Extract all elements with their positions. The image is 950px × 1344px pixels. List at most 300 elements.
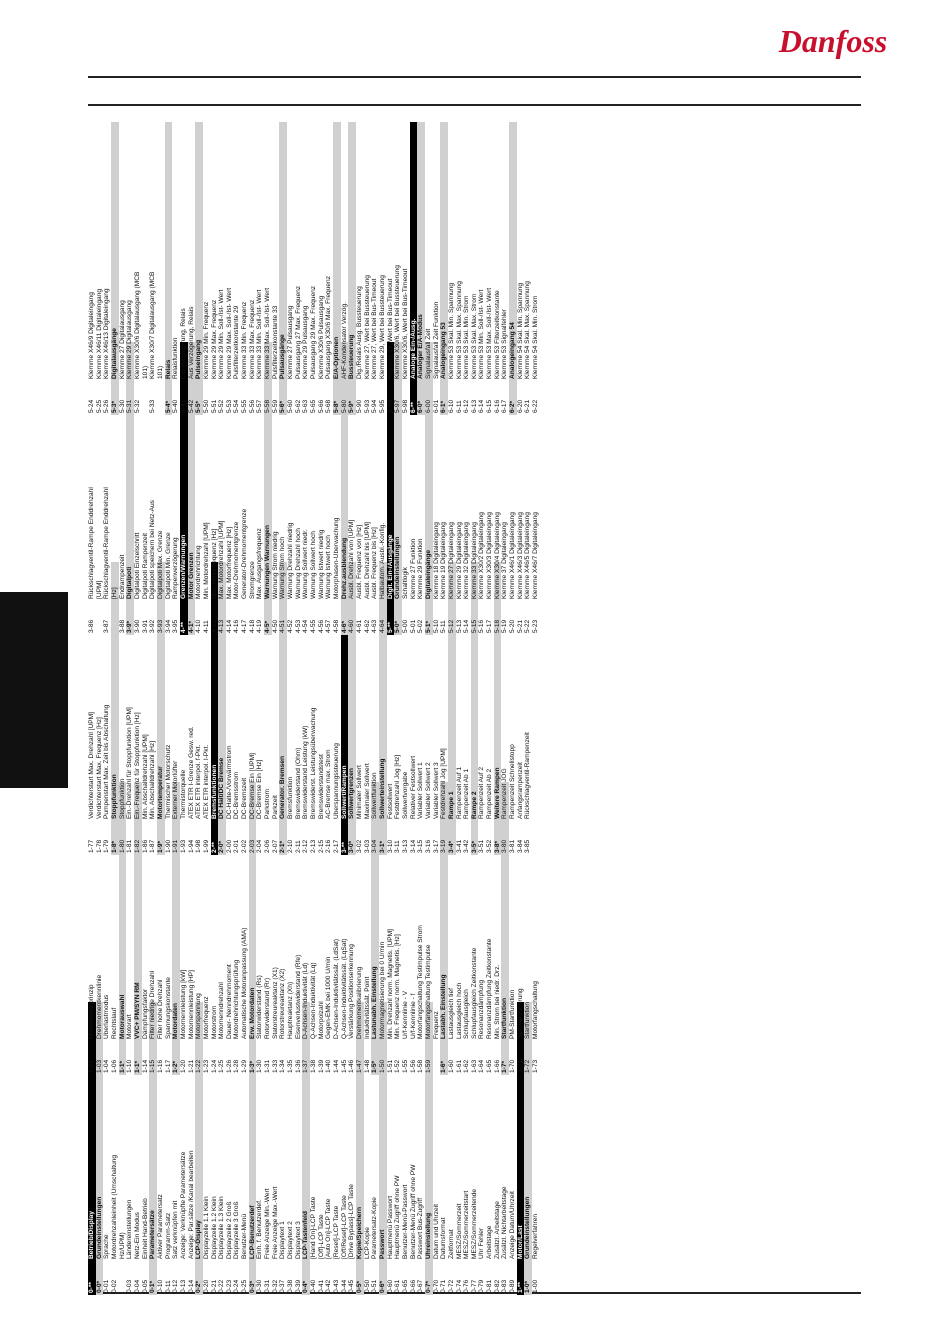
parameter-name: Rückschlagventil-Rampe Enddrehzahl — [103, 487, 111, 599]
parameter-number: 2-17 — [333, 839, 340, 853]
parameter-row — [119, 122, 127, 415]
parameter-number: 1-31 — [264, 1059, 272, 1073]
parameter-name: Dämpfungsfaktor — [141, 988, 149, 1039]
parameter-number: 4-51 — [279, 619, 287, 633]
parameter-number: 0-11 — [164, 1280, 172, 1293]
parameter-row — [264, 122, 272, 415]
parameter-row — [356, 122, 364, 415]
parameter-number: 3-16 — [424, 839, 432, 853]
parameter-number: 1-58 — [417, 1059, 425, 1073]
parameter-number: 3-02 — [355, 839, 363, 853]
parameter-name: Relaisfunktion — [172, 337, 180, 379]
parameter-name: Aus Verzögerung, Relais — [187, 306, 195, 379]
parameter-name: Klemme 29 Max. Frequenz — [210, 299, 218, 379]
parameter-name: Startverzögerung — [516, 988, 524, 1039]
parameter-number: 1-73 — [532, 1059, 540, 1073]
parameter-name: [UPM] — [95, 580, 103, 599]
parameter-number: 1-30 — [256, 1059, 264, 1073]
parameter-number: 4-5* — [264, 620, 272, 633]
parameter-number: 4-56 — [317, 619, 325, 633]
parameter-name: D-Achsen-Induktivität (Ld) — [302, 962, 310, 1039]
parameter-name: Digitalausgänge — [110, 328, 118, 379]
parameter-number: 5-16 — [478, 619, 486, 633]
parameter-number: 2-10 — [287, 839, 295, 853]
parameter-number: 0-61 — [394, 1279, 402, 1293]
parameter-name: Regelverfahren — [532, 1213, 540, 1259]
parameter-number: 0-31 — [264, 1279, 272, 1293]
parameter-number: 1-44 — [333, 1059, 340, 1073]
parameter-number: 6-11 — [455, 400, 463, 413]
parameter-number: 4-1* — [187, 620, 195, 633]
parameter-name: Klemme X30/7 Digitalausgang (MCB — [149, 271, 157, 379]
parameter-name: Digitalpoti Min. Grenze — [164, 532, 172, 599]
parameter-name: Freie Anzeige Max.-Wert — [271, 1186, 279, 1259]
parameter-number: 1-36 — [294, 1059, 302, 1073]
parameter-row — [364, 122, 372, 415]
parameter-row — [203, 122, 211, 415]
parameter-number: 6-01 — [432, 399, 440, 413]
parameter-number: 0-25 — [241, 1279, 249, 1293]
parameter-name: Betrieb/Display — [88, 1210, 95, 1259]
parameter-name: Bremswiderstand Leistung (kW) — [302, 725, 310, 819]
parameter-number: 1-47 — [355, 1059, 363, 1073]
parameter-number: 3-03 — [363, 839, 371, 853]
parameter-name: Hz/UPM) — [118, 1232, 126, 1259]
parameter-name: Motordrehrichtung — [195, 545, 203, 599]
parameter-name: Klemme 27 Pulsausgang — [287, 305, 295, 379]
parameter-row — [318, 122, 326, 415]
parameter-name: Digitalpoti — [126, 566, 134, 599]
parameter-name: Klemme 29 Pulsausgang — [302, 305, 310, 379]
parameter-number: 4-50 — [271, 619, 279, 633]
parameter-name: Klemme 29 Digitaleingang — [455, 522, 463, 599]
parameter-row — [463, 122, 471, 415]
parameter-name: [Hand On]-LCP Taste — [310, 1196, 318, 1259]
parameter-number: 2-0* — [218, 840, 226, 853]
parameter-name: MESZ/Sommerzeitende — [470, 1189, 478, 1259]
parameter-number: 0-01 — [103, 1279, 111, 1293]
parameter-name: Pulsausgang 27 Max. Frequenz — [294, 285, 302, 379]
parameter-number: 5-56 — [248, 399, 256, 413]
parameter-number: 1-33 — [271, 1059, 279, 1073]
parameter-name: Motorfangschaltung — [532, 981, 540, 1039]
parameter-number: 1-** — [516, 1282, 524, 1293]
parameter-number: 3-95 — [172, 619, 180, 633]
parameter-name: Festdrehzahl Jog [UPM] — [440, 748, 448, 819]
parameter-name: LCP-Display — [195, 1220, 203, 1259]
parameter-name: Klemme 27 Digitaleingang — [447, 522, 455, 599]
parameter-number: 0-04 — [133, 1279, 141, 1293]
parameter-name: Freie Anzeige Min.-Wert — [264, 1188, 272, 1259]
parameter-name: Signalausfall Zeit — [424, 328, 432, 379]
parameter-number: 1-93 — [179, 839, 187, 853]
parameter-number: 0-3* — [248, 1280, 256, 1293]
parameter-number: 1-87 — [149, 839, 157, 853]
parameter-name: Klemme 27, Wert bei Bus-Timeout — [371, 278, 379, 379]
parameter-name: Klemme X46/9 Digitaleingang — [88, 292, 95, 379]
parameter-number: 0-23 — [225, 1279, 233, 1293]
parameter-name: Bremswiderstand (Ohm) — [294, 747, 302, 819]
parameter-number: 1-98 — [195, 839, 203, 853]
parameter-name: Rampe 1 — [447, 791, 455, 819]
parameter-name: Motor/Last — [516, 1225, 524, 1259]
parameter-number: 6-10 — [447, 399, 455, 413]
parameter-name: [Hz] — [110, 587, 118, 599]
parameter-number: 2-13 — [310, 839, 318, 853]
parameter-number: 0-44 — [340, 1279, 348, 1293]
parameter-name: Sollwert/Rampen — [340, 765, 348, 819]
parameter-name: Analoge Ein-/Ausg. — [409, 318, 417, 379]
parameter-number: 0-13 — [179, 1279, 187, 1293]
parameter-name: Grundeinstellungen — [394, 536, 402, 599]
parameter-number: 0-43 — [333, 1279, 340, 1293]
parameter-name: Passwort — [378, 1229, 386, 1259]
parameter-number: 6-1* — [440, 400, 448, 413]
parameter-number: 0-50 — [363, 1279, 371, 1293]
parameter-name: Digitaleingänge — [424, 549, 432, 599]
parameter-row — [310, 122, 318, 415]
parameter-number: 0-83 — [501, 1279, 509, 1293]
parameter-row — [211, 122, 219, 415]
parameter-number: 5-0* — [394, 620, 402, 633]
parameter-name: Ländereinstellungen — [126, 1199, 134, 1259]
parameter-number: 0-89 — [509, 1279, 517, 1293]
parameter-name: Digitalpoti Rampenzeit — [141, 533, 149, 599]
parameter-number: 2-1* — [279, 840, 287, 853]
parameter-number: 1-64 — [478, 1059, 486, 1073]
parameter-name: Uhreinstellung — [424, 1212, 432, 1259]
parameter-number: 5-21 — [516, 619, 524, 633]
svg-text:Danfoss: Danfoss — [778, 23, 888, 59]
parameter-number: 1-90 — [164, 839, 172, 853]
parameter-name: Klemme X30/6 Digitalausgang (MCB — [133, 271, 141, 379]
parameter-name: D-Achsen-Induktivitätssät. (LdSat) — [333, 938, 340, 1039]
parameter-name: [Off/Reset]-LCP Taste — [340, 1195, 348, 1259]
parameter-number: 5-15 — [470, 619, 478, 633]
parameter-number: 0-82 — [493, 1279, 501, 1293]
parameter-name: Klemme 33 Min. Frequenz — [241, 301, 249, 379]
parameter-name: Parametersatz-Kopie — [371, 1197, 379, 1259]
parameter-name: Pumpenstart Max. Zeit bis Abschaltung — [103, 704, 111, 819]
parameter-number: 4-13 — [218, 619, 226, 633]
parameter-name: Displayzeile 1.2 Klein — [210, 1196, 218, 1259]
parameter-name: Datumsformat — [440, 1217, 448, 1259]
parameter-name: Einh. f. Benutzerdef. — [256, 1199, 264, 1259]
parameter-number: 4-19 — [256, 619, 264, 633]
parameter-name: Klemme 27 Funktion — [409, 538, 417, 599]
parameter-name: Klemme 53 Min. Soll-/Ist- Wert — [478, 289, 486, 379]
parameter-name: Anzeige Datum/Uhrzeit — [509, 1191, 517, 1259]
parameter-name: Rampenzeit Schnellstopp — [509, 744, 517, 819]
parameter-name: Klemme 29 Max. Soll-/Ist- Wert — [225, 287, 233, 379]
parameter-name: Gegen-EMK bei 1000 U/min — [325, 956, 333, 1039]
parameter-name: Frequenz — [432, 1011, 440, 1039]
parameter-name: Displayzeile 3 Groß — [233, 1201, 241, 1259]
parameter-number: 4-58 — [333, 619, 340, 633]
parameter-number: 5-68 — [325, 399, 333, 413]
parameter-name: Klemme 54 Skal. Min. Spannung — [516, 282, 524, 379]
parameter-name: ATEX ETR interpol. I-Pkt. — [202, 744, 210, 819]
parameter-number: 0-5* — [355, 1280, 363, 1293]
parameter-name: Lastausgleich tief — [447, 988, 455, 1039]
parameter-number: 3-81 — [509, 839, 517, 853]
parameter-name: Festsollwert — [386, 783, 394, 819]
parameter-name: Dig./Relais Ausg. Bussteuerung — [355, 286, 363, 379]
parameter-name: Klemme 18 Digitaleingang — [432, 522, 440, 599]
parameter-name: AC-Bremse max. Strom — [325, 749, 333, 819]
parameter-number: 3-19 — [440, 839, 448, 853]
parameter-name: Pulsausgang X30/6 Max. Frequenz — [325, 276, 333, 379]
parameter-number: 0-81 — [486, 1279, 494, 1293]
parameter-name: [Drive Bypass]-LCP Taste — [348, 1184, 356, 1259]
parameter-name: Rotorwiderstand (Rr) — [264, 977, 272, 1039]
parameter-name: Drehmomentkennlinie — [95, 974, 103, 1039]
parameter-number: 5-52 — [218, 399, 226, 413]
parameter-name: Min. Motorfrequenz [Hz] — [210, 528, 218, 599]
parameter-number: 3-0* — [348, 840, 356, 853]
parameter-name: Satz verknüpfen mit — [172, 1200, 180, 1259]
parameter-name: Klemme X30/4 Digitaleingang — [493, 512, 501, 599]
parameter-number: 2-04 — [256, 839, 264, 853]
parameter-number: 5-51 — [210, 399, 218, 413]
parameter-number: 6-14 — [478, 399, 486, 413]
parameter-name: Ausbl. Frequenz von [Hz] — [355, 524, 363, 599]
parameter-number: 1-48 — [363, 1059, 371, 1073]
parameter-name: Klemme 54 Skal. Min. Strom — [532, 295, 540, 379]
parameter-row — [180, 122, 188, 415]
parameter-name: Bussteuerung — [348, 334, 356, 379]
parameter-number: 1-21 — [187, 1059, 195, 1073]
parameter-row — [341, 122, 349, 415]
parameter-name: Warnung Sollwert hoch — [310, 531, 318, 599]
parameter-column-5 — [88, 122, 861, 415]
parameter-number: 3-86 — [88, 619, 95, 633]
parameter-number: 2-03 — [248, 839, 256, 853]
parameter-number: 3-85 — [524, 839, 532, 853]
parameter-number: 3-80 — [501, 839, 509, 853]
parameter-number: 5-93 — [363, 399, 371, 413]
parameter-name: Anfangsrampenzeit — [516, 762, 524, 819]
parameter-number: 0-02 — [110, 1279, 118, 1293]
parameter-row — [233, 122, 241, 415]
parameter-number: 5-23 — [532, 619, 540, 633]
parameter-row — [249, 122, 257, 415]
parameter-number — [142, 379, 150, 415]
parameter-number: 1-66 — [493, 1059, 501, 1073]
parameter-number — [96, 599, 104, 635]
parameter-name: DC-Bremsstrom — [233, 771, 241, 819]
parameter-name: Digit. Ein-/Ausgänge — [386, 534, 394, 599]
parameter-number: 3-84 — [516, 839, 524, 853]
parameter-name: U/f-Kennlinie - V — [401, 990, 409, 1039]
parameter-row — [134, 122, 142, 415]
parameter-number: 1-51 — [386, 1059, 394, 1073]
parameter-number: 5-01 — [409, 619, 417, 633]
parameter-name: Grundeinstellungen — [524, 1196, 532, 1259]
parameter-group — [165, 122, 173, 415]
parameter-name: Motorsteuerprinzip — [88, 984, 95, 1039]
parameter-name: ATEX ETR interpol. f-Pkt. — [195, 744, 203, 819]
parameter-number: 0-03 — [126, 1279, 134, 1293]
parameter-number: 1-59 — [424, 1059, 432, 1073]
parameter-number: 5-5* — [195, 400, 203, 413]
parameter-name: Motordrehrichtungsprüfung — [233, 959, 241, 1039]
parameter-name: Warnung Strom niedrig — [271, 531, 279, 599]
parameter-name: Warnung Istwert hoch — [325, 535, 333, 599]
parameter-name: Motorphasen-Überwachung — [333, 517, 340, 599]
parameter-number: 3-11 — [394, 840, 402, 853]
parameter-number: 0-** — [88, 1282, 95, 1293]
parameter-number: 2-16 — [325, 839, 333, 853]
parameter-number: 1-37 — [302, 1059, 310, 1073]
parameter-name: Parametersätze — [149, 1210, 157, 1259]
parameter-number: 6-16 — [493, 399, 501, 413]
parameter-name: Datum und Uhrzeit — [432, 1204, 440, 1259]
parameter-row — [126, 122, 134, 415]
parameter-number: 5-00 — [401, 619, 409, 633]
parameter-name: U/f-Kennlinie - f — [409, 993, 417, 1039]
parameter-number: 3-04 — [371, 839, 379, 853]
parameter-name: Ausbl. Drehzahl von [UPM] — [348, 519, 356, 599]
parameter-name: Displaytext 2 — [287, 1221, 295, 1259]
parameter-number: 0-70 — [432, 1279, 440, 1293]
parameter-name: Motortemperatur — [156, 766, 164, 819]
parameter-name: DC-Bremszeit — [241, 777, 249, 819]
parameter-name: Klemme X30/3 Digitaleingang — [486, 512, 494, 599]
parameter-number: 5-90 — [355, 399, 363, 413]
parameter-number: 5-54 — [233, 399, 241, 413]
parameter-number: 4-62 — [363, 619, 371, 633]
parameter-name: Motornenndrehzahl — [218, 982, 226, 1039]
parameter-number: 5-57 — [256, 399, 264, 413]
parameter-number: 2-00 — [225, 839, 233, 853]
parameter-name: Zusätzl. Arbeitstage — [493, 1201, 501, 1259]
parameter-name: Klemme 54 Skal. Max. Spannung — [524, 281, 532, 379]
parameter-number: 4-12 — [210, 619, 218, 633]
parameter-row — [218, 122, 226, 415]
parameter-group — [111, 122, 119, 415]
parameter-name: Warnung Istwert niedrig — [317, 529, 325, 599]
parameter-name: Variabler Sollwert 3 — [432, 762, 440, 819]
parameter-number: 1-15 — [149, 1059, 157, 1073]
parameter-number: 1-26 — [225, 1059, 233, 1073]
parameter-number: 5-96 — [386, 399, 394, 413]
parameter-number: 5-40 — [172, 399, 180, 413]
parameter-name: Klemme 53 Max. Soll-/Ist- Wert — [486, 287, 494, 379]
parameter-number: 1-79 — [103, 839, 111, 853]
header-rule — [88, 76, 861, 78]
parameter-number: 4-10 — [195, 619, 203, 633]
parameter-group — [348, 122, 356, 415]
parameter-name: LCP-Benutzerdef — [248, 1205, 256, 1259]
parameter-number: 6-15 — [486, 399, 494, 413]
parameter-name: Thermistorquelle — [179, 769, 187, 819]
parameter-number: 5-59 — [271, 399, 279, 413]
parameter-row — [149, 122, 157, 415]
parameter-name: Analogeingang 54 — [509, 322, 517, 379]
parameter-row — [425, 122, 433, 415]
parameter-row — [256, 122, 264, 415]
parameter-number: 3-5* — [470, 840, 478, 853]
parameter-number: 5-50 — [202, 399, 210, 413]
parameter-row — [486, 122, 494, 415]
parameter-number: 1-78 — [95, 839, 103, 853]
parameter-name: Klemme X46/5 Digitaleingang — [524, 512, 532, 599]
parameter-row — [272, 122, 280, 415]
parameter-number: 0-32 — [271, 1279, 279, 1293]
parameter-name: Motornennleistung [HP] — [187, 970, 195, 1039]
parameter-name: 101) — [156, 365, 164, 379]
parameter-number: 5-62 — [294, 399, 302, 413]
parameter-name: Statorwiderstand (Rs) — [256, 975, 264, 1039]
parameter-name: Spannungskonstante — [164, 977, 172, 1039]
parameter-number: 0-05 — [141, 1279, 149, 1293]
parameter-number: 3-94 — [164, 619, 172, 633]
parameter-name: Warnung Strom hoch — [279, 536, 287, 599]
parameter-name: Zeitformat — [447, 1229, 455, 1259]
parameter-number — [119, 1259, 127, 1295]
parameter-name: Klemme 29 Digitalausgang — [126, 300, 134, 379]
parameter-number: 1-38 — [310, 1059, 318, 1073]
parameter-number: 1-91 — [172, 839, 180, 853]
parameter-name: Klemme 53 Skal. Min. Strom — [463, 295, 471, 379]
header-rule-lower — [88, 104, 861, 106]
parameter-name: Kopie/Speichern — [355, 1206, 363, 1259]
parameter-number: 1-61 — [455, 1059, 463, 1073]
parameter-number: 0-72 — [447, 1279, 455, 1293]
parameter-name: Statorstreureaktanz (X1) — [271, 967, 279, 1039]
parameter-name: Digitalpoti Max. Grenze — [156, 530, 164, 599]
parameter-name: Klemme 53 Filterzeitkonstante — [493, 290, 501, 379]
parameter-number: 4-17 — [241, 619, 249, 633]
parameter-number: 0-65 — [401, 1279, 409, 1293]
parameter-number: 5-3* — [110, 400, 118, 413]
parameter-number — [111, 599, 119, 635]
parameter-number: 6-00 — [424, 399, 432, 413]
parameter-name: Relais — [164, 359, 172, 379]
parameter-number: 0-20 — [202, 1279, 210, 1293]
parameter-name: Sprache — [103, 1234, 111, 1259]
parameter-name: Rechtslauf — [110, 1007, 118, 1039]
parameter-number: 1-46 — [348, 1059, 356, 1073]
parameter-number: 1-8* — [110, 840, 118, 853]
parameter-name: Klemme 53 Skal. Max. Strom — [470, 293, 478, 379]
parameter-name: Klemme 27 Digitalausgang — [118, 300, 126, 379]
parameter-number: 2-** — [210, 842, 218, 853]
parameter-number: 5-17 — [486, 619, 494, 633]
parameter-number: 1-04 — [103, 1059, 111, 1073]
parameter-number: 5-6* — [279, 400, 287, 413]
parameter-name: Max. Motordrehzahl [UPM] — [218, 520, 226, 599]
parameter-number: 4-64 — [378, 619, 386, 633]
parameter-name: Bremsfunktion — [287, 776, 295, 819]
parameter-name: Rampenzeit Ab 1 — [463, 768, 471, 819]
parameter-name: Klemme 37 Digitaleingang — [501, 522, 509, 599]
parameter-name: Klemme X30/6, Wert bei Bussteuerung — [394, 265, 402, 379]
parameter-name: DC-Bremse Ein [UPM] — [248, 753, 256, 819]
parameter-number: 1-71 — [516, 1059, 524, 1073]
parameter-number — [157, 379, 165, 415]
parameter-number: 1-17 — [164, 1059, 172, 1073]
parameter-number: 3-93 — [156, 619, 164, 633]
parameter-name: Klemme X46/7 Digitaleingang — [532, 512, 540, 599]
parameter-row — [103, 122, 111, 415]
parameter-name: Motornennleistung [kW] — [179, 969, 187, 1039]
parameter-number: 0-1* — [149, 1280, 157, 1293]
parameter-number: 3-52 — [486, 839, 494, 853]
parameter-number: 5-65 — [310, 399, 318, 413]
parameter-number: 3-90 — [133, 619, 141, 633]
